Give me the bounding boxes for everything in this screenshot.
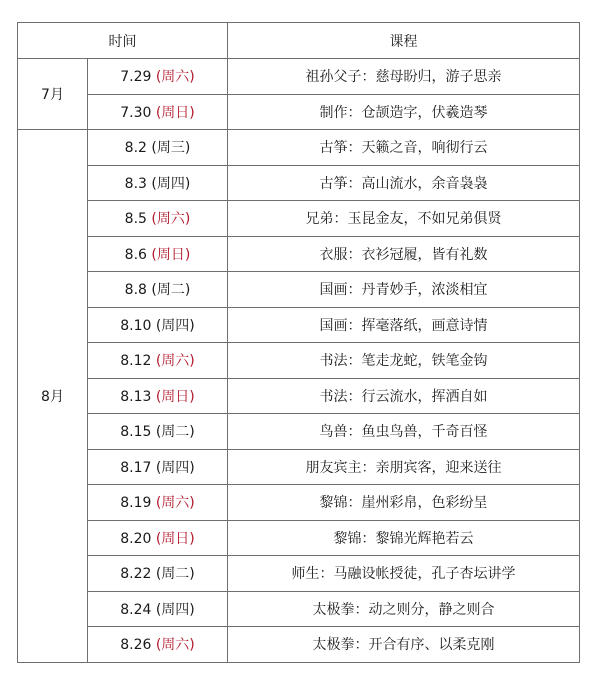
course-cell: 太极拳：开合有序、以柔克刚 (228, 627, 580, 663)
table-row (18, 272, 580, 308)
weekend-day-text: (周六) (155, 637, 195, 654)
course-cell: 书法：笔走龙蛇，铁笔金钩 (228, 343, 580, 379)
table-row (18, 94, 580, 130)
weekend-day-text: (周日) (155, 104, 195, 121)
table-row (18, 556, 580, 592)
date-text: 8.19 (120, 495, 152, 512)
date-cell (88, 627, 228, 663)
date-cell (88, 165, 228, 201)
weekend-day-text: (周六) (155, 495, 195, 512)
header-row (18, 23, 580, 59)
date-text: 8.17 (120, 459, 152, 476)
date-text: 8.10 (120, 317, 152, 334)
schedule-table (17, 22, 580, 663)
month-label: 7月 (18, 59, 88, 130)
schedule-container (17, 22, 580, 663)
course-cell: 太极拳：动之则分，静之则合 (228, 591, 580, 627)
weekday-text: (周四) (151, 175, 191, 192)
date-cell (88, 520, 228, 556)
date-cell (88, 414, 228, 450)
date-text: 8.24 (120, 601, 152, 618)
date-text: 8.13 (120, 388, 152, 405)
course-cell: 制作：仓颉造字，伏羲造琴 (228, 94, 580, 130)
table-row (18, 449, 580, 485)
weekend-day-text: (周日) (151, 246, 191, 263)
weekday-text: (周二) (151, 282, 191, 299)
table-row (18, 343, 580, 379)
date-text: 8.8 (124, 282, 147, 299)
schedule-body (18, 59, 580, 663)
date-text: 8.12 (120, 353, 152, 370)
date-text: 7.29 (120, 69, 152, 86)
date-cell (88, 556, 228, 592)
table-row (18, 520, 580, 556)
month-label: 8月 (18, 130, 88, 663)
table-row (18, 307, 580, 343)
date-cell (88, 94, 228, 130)
date-cell (88, 59, 228, 95)
table-row (18, 627, 580, 663)
date-text: 7.30 (120, 104, 152, 121)
course-header: 课程 (228, 23, 580, 59)
course-cell: 书法：行云流水，挥洒自如 (228, 378, 580, 414)
course-cell: 国画：挥毫落纸，画意诗情 (228, 307, 580, 343)
date-cell (88, 236, 228, 272)
weekend-day-text: (周日) (155, 388, 195, 405)
course-cell: 黎锦：崖州彩帛，色彩纷呈 (228, 485, 580, 521)
table-row (18, 165, 580, 201)
weekend-day-text: (周六) (151, 211, 191, 228)
table-row (18, 591, 580, 627)
course-cell: 古筝：天籁之音，响彻行云 (228, 130, 580, 166)
date-text: 8.26 (120, 637, 152, 654)
course-cell: 衣服：衣衫冠履，皆有礼数 (228, 236, 580, 272)
date-text: 8.2 (124, 140, 147, 157)
weekday-text: (周四) (155, 601, 195, 618)
weekday-text: (周三) (151, 140, 191, 157)
date-cell (88, 485, 228, 521)
weekend-day-text: (周六) (155, 353, 195, 370)
course-cell: 朋友宾主：亲朋宾客，迎来送往 (228, 449, 580, 485)
date-text: 8.6 (124, 246, 147, 263)
date-cell (88, 307, 228, 343)
course-cell: 古筝：高山流水，余音袅袅 (228, 165, 580, 201)
course-cell: 国画：丹青妙手，浓淡相宜 (228, 272, 580, 308)
date-cell (88, 591, 228, 627)
table-row (18, 378, 580, 414)
table-row (18, 414, 580, 450)
course-cell: 黎锦：黎锦光辉艳若云 (228, 520, 580, 556)
table-row (18, 236, 580, 272)
table-row (18, 59, 580, 95)
course-cell: 师生：马融设帐授徒，孔子杏坛讲学 (228, 556, 580, 592)
weekend-day-text: (周日) (155, 530, 195, 547)
date-text: 8.15 (120, 424, 152, 441)
date-cell (88, 130, 228, 166)
weekday-text: (周四) (155, 459, 195, 476)
course-cell: 兄弟：玉昆金友，不如兄弟俱贤 (228, 201, 580, 237)
date-cell (88, 378, 228, 414)
course-cell: 祖孙父子：慈母盼归，游子思亲 (228, 59, 580, 95)
weekday-text: (周四) (155, 317, 195, 334)
date-cell (88, 343, 228, 379)
time-header: 时间 (18, 23, 228, 59)
date-text: 8.5 (124, 211, 147, 228)
date-cell (88, 272, 228, 308)
date-cell (88, 201, 228, 237)
course-cell: 鸟兽：鱼虫鸟兽，千奇百怪 (228, 414, 580, 450)
date-text: 8.3 (124, 175, 147, 192)
weekday-text: (周二) (155, 566, 195, 583)
date-cell (88, 449, 228, 485)
table-row (18, 201, 580, 237)
weekday-text: (周二) (155, 424, 195, 441)
table-row (18, 130, 580, 166)
date-text: 8.20 (120, 530, 152, 547)
date-text: 8.22 (120, 566, 152, 583)
weekend-day-text: (周六) (155, 69, 195, 86)
table-row (18, 485, 580, 521)
